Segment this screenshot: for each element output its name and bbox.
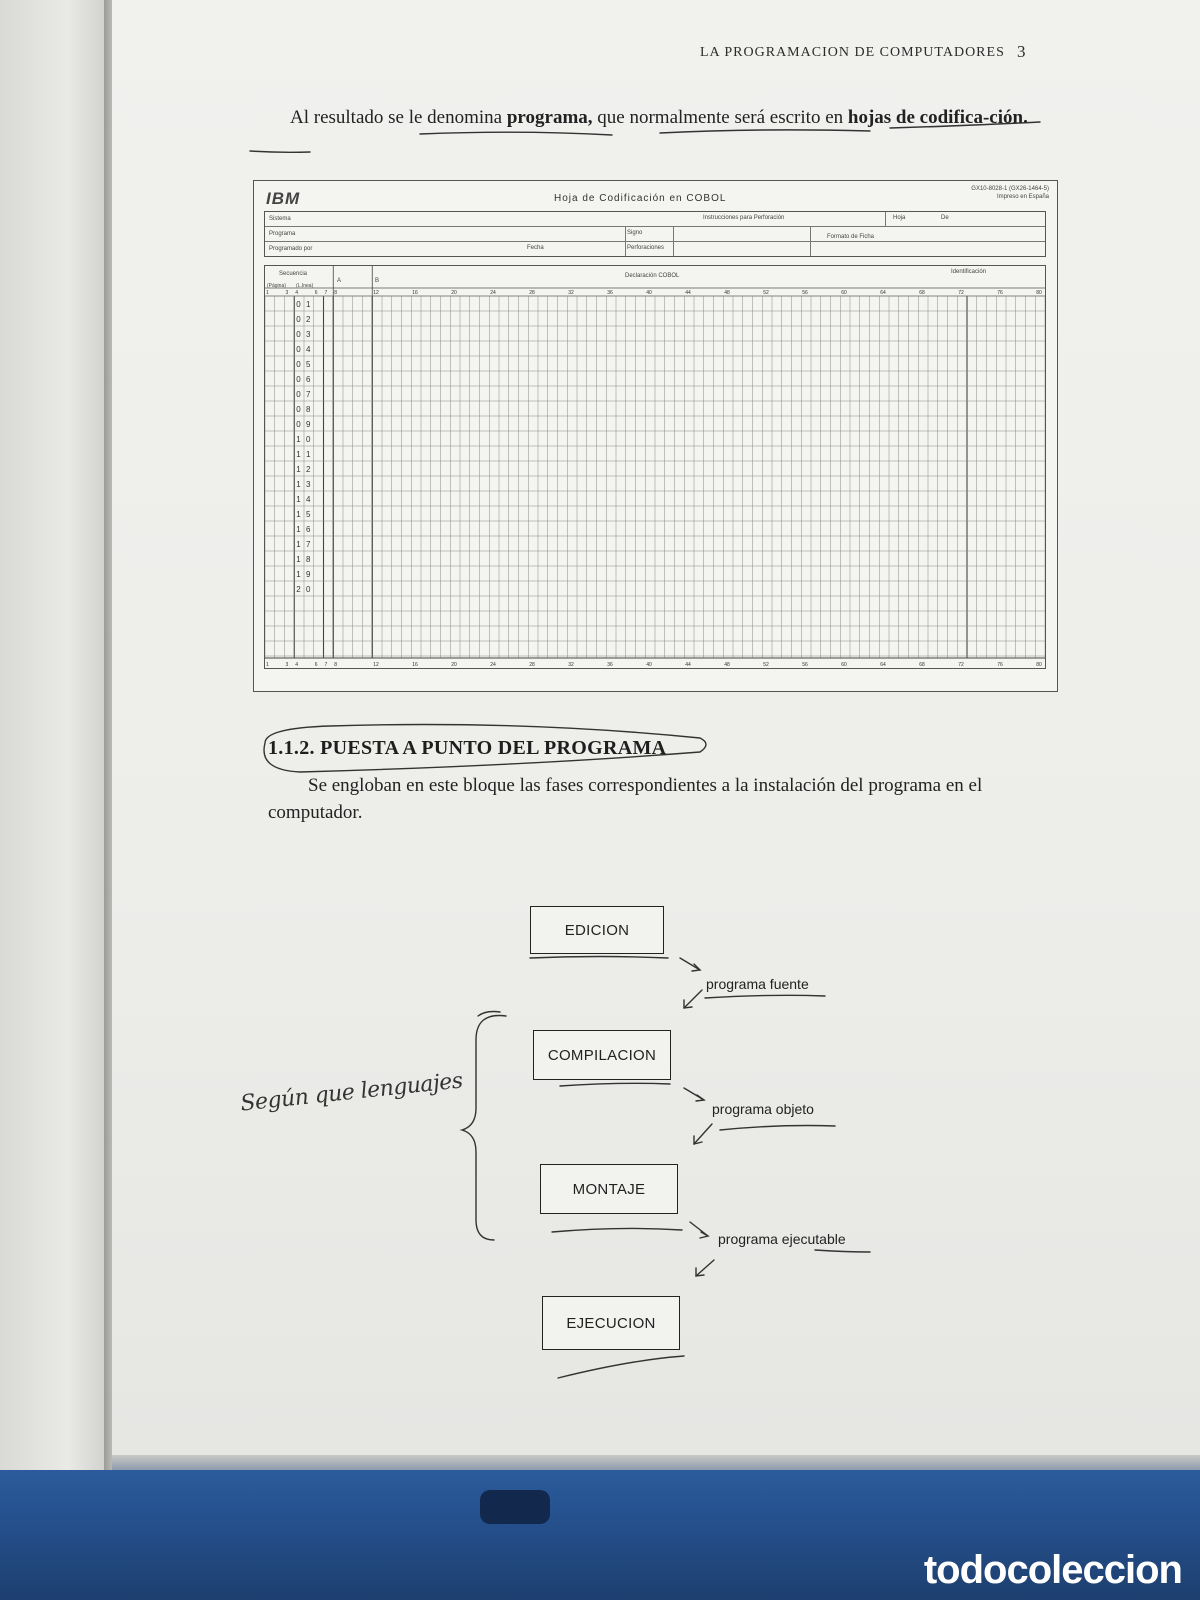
top-tick-label: 16 xyxy=(412,290,418,296)
bottom-tick-label: 3 xyxy=(285,662,289,668)
bottom-tick-label: 4 xyxy=(295,662,299,668)
field-formato: Formato de Ficha xyxy=(827,234,875,240)
bottom-tick-label: 36 xyxy=(607,662,613,668)
row-number-digit: 3 xyxy=(306,330,311,339)
facing-page xyxy=(0,0,112,1495)
section-text: Se engloban en este bloque las fases correspondientes a la instalación del programa en el computador. xyxy=(268,775,983,823)
bottom-tick-label: 48 xyxy=(724,662,730,668)
bottom-tick-label: 7 xyxy=(324,662,328,668)
top-tick-label: 28 xyxy=(529,290,535,296)
bottom-tick-label: 16 xyxy=(412,662,418,668)
surface-handle xyxy=(480,1490,550,1524)
top-tick-label: 4 xyxy=(295,290,299,296)
field-programado-por: Programado por xyxy=(269,246,313,252)
row-number-digit: 0 xyxy=(296,315,301,324)
top-tick-label: 68 xyxy=(919,290,925,296)
row-number-digit: 1 xyxy=(296,525,301,534)
row-number-digit: 4 xyxy=(306,345,311,354)
form-code-line-1: GX10-8028-1 (GX26-1464-5) xyxy=(971,186,1049,192)
handwritten-note: Según que lenguajes xyxy=(239,1068,464,1117)
row-number-digit: 5 xyxy=(306,510,311,519)
row-number-digit: 0 xyxy=(306,585,311,594)
bottom-tick-label: 76 xyxy=(997,662,1003,668)
top-tick-label: 24 xyxy=(490,290,496,296)
row-number-digit: 9 xyxy=(306,570,311,579)
bottom-tick-label: 44 xyxy=(685,662,691,668)
cobol-coding-sheet xyxy=(253,180,1058,692)
form-code xyxy=(971,185,1049,201)
bottom-tick-label: 24 xyxy=(490,662,496,668)
top-tick-label: 6 xyxy=(314,290,318,296)
row-number-digit: 0 xyxy=(296,330,301,339)
col-a: A xyxy=(337,278,342,284)
sheet-title: Hoja de Codificación en COBOL xyxy=(554,193,727,204)
row-number-digit: 9 xyxy=(306,420,311,429)
row-number-digit: 1 xyxy=(296,450,301,459)
flow-box-edicion: EDICION xyxy=(530,906,664,954)
intro-bold-1: programa, xyxy=(506,107,593,128)
bottom-tick-label: 1 xyxy=(266,662,269,668)
row-number-digit: 6 xyxy=(306,525,311,534)
row-number-digit: 1 xyxy=(296,495,301,504)
header-divider xyxy=(885,212,886,226)
header-divider xyxy=(810,226,811,256)
top-tick-label: 36 xyxy=(607,290,613,296)
intro-text-1: Al resultado se le denomina xyxy=(290,107,507,128)
row-number-digit: 2 xyxy=(306,315,311,324)
row-number-digit: 1 xyxy=(306,450,311,459)
row-number-digit: 2 xyxy=(296,585,301,594)
row-number-digit: 4 xyxy=(306,495,311,504)
col-serie: (L.Inea) xyxy=(296,283,314,289)
running-head: LA PROGRAMACION DE COMPUTADORES xyxy=(700,45,1005,60)
row-number-digit: 0 xyxy=(296,345,301,354)
bottom-tick-label: 40 xyxy=(646,662,652,668)
field-hoja: Hoja xyxy=(893,215,906,221)
intro-bold-2: hojas de codifica-ción. xyxy=(847,107,1028,128)
flow-box-ejecucion: EJECUCION xyxy=(542,1296,680,1350)
top-tick-label: 40 xyxy=(646,290,652,296)
header-rule xyxy=(265,226,1045,227)
row-number-digit: 1 xyxy=(306,300,311,309)
top-tick-label: 64 xyxy=(880,290,886,296)
grid-lines xyxy=(265,266,1045,668)
flow-label-programa-ejecutable: programa ejecutable xyxy=(718,1231,846,1247)
row-number-digit: 7 xyxy=(306,540,311,549)
row-number-digit: 0 xyxy=(296,420,301,429)
top-tick-label: 12 xyxy=(373,290,379,296)
row-number-digit: 0 xyxy=(296,405,301,414)
coding-grid xyxy=(264,265,1046,669)
col-b: B xyxy=(375,278,380,284)
ibm-logo: IBM xyxy=(266,189,301,208)
col-identificacion: Identificación xyxy=(951,269,987,275)
bottom-tick-label: 28 xyxy=(529,662,535,668)
top-tick-label: 8 xyxy=(334,290,338,296)
row-number-digit: 1 xyxy=(296,555,301,564)
watermark-logo: todocoleccion xyxy=(923,1548,1182,1592)
top-tick-label: 32 xyxy=(568,290,574,296)
top-tick-label: 72 xyxy=(958,290,964,296)
field-instrucciones: Instrucciones para Perforación xyxy=(703,215,785,221)
bottom-tick-label: 20 xyxy=(451,662,457,668)
col-secuencia: Secuencia xyxy=(279,271,308,277)
header-divider xyxy=(673,226,674,256)
page-number: 3 xyxy=(1017,42,1026,61)
col-declaracion: Declaración COBOL xyxy=(625,273,680,279)
header-divider xyxy=(625,226,626,256)
bottom-tick-label: 72 xyxy=(958,662,964,668)
row-number-digit: 0 xyxy=(296,360,301,369)
field-programa: Programa xyxy=(269,231,296,237)
intro-paragraph xyxy=(250,105,1040,131)
top-tick-label: 7 xyxy=(324,290,328,296)
top-tick-label: 56 xyxy=(802,290,808,296)
sheet-header-fields xyxy=(264,211,1046,257)
field-fecha: Fecha xyxy=(527,245,544,251)
row-number-digit: 7 xyxy=(306,390,311,399)
top-tick-label: 20 xyxy=(451,290,457,296)
header-rule xyxy=(265,241,1045,242)
section-heading: 1.1.2. PUESTA A PUNTO DEL PROGRAMA xyxy=(268,737,667,759)
flow-label-programa-objeto: programa objeto xyxy=(712,1101,814,1117)
col-pagina: (Página) xyxy=(267,283,286,289)
flow-box-montaje: MONTAJE xyxy=(540,1164,678,1214)
row-number-digit: 3 xyxy=(306,480,311,489)
row-number-digit: 1 xyxy=(296,570,301,579)
row-number-digit: 1 xyxy=(296,465,301,474)
top-tick-label: 60 xyxy=(841,290,847,296)
top-tick-label: 52 xyxy=(763,290,769,296)
row-number-digit: 8 xyxy=(306,555,311,564)
flow-label-programa-fuente: programa fuente xyxy=(706,976,809,992)
bottom-tick-label: 12 xyxy=(373,662,379,668)
bottom-tick-label: 64 xyxy=(880,662,886,668)
top-tick-label: 3 xyxy=(285,290,289,296)
row-number-digit: 5 xyxy=(306,360,311,369)
field-perforaciones: Perforaciones xyxy=(627,245,665,251)
bottom-tick-label: 80 xyxy=(1036,662,1042,668)
top-tick-label: 76 xyxy=(997,290,1003,296)
row-number-digit: 1 xyxy=(296,540,301,549)
section-paragraph xyxy=(268,772,1048,826)
row-number-digit: 1 xyxy=(296,480,301,489)
bottom-tick-label: 56 xyxy=(802,662,808,668)
form-code-line-2: Impreso en España xyxy=(996,194,1049,200)
bottom-tick-label: 6 xyxy=(314,662,318,668)
row-number-digit: 0 xyxy=(296,300,301,309)
field-signo: Signo xyxy=(627,230,643,236)
bottom-tick-label: 8 xyxy=(334,662,338,668)
top-tick-label: 44 xyxy=(685,290,691,296)
bottom-tick-label: 32 xyxy=(568,662,574,668)
top-tick-label: 48 xyxy=(724,290,730,296)
row-number-digit: 1 xyxy=(296,510,301,519)
row-number-digit: 0 xyxy=(296,375,301,384)
row-number-digit: 0 xyxy=(306,435,311,444)
row-number-digit: 1 xyxy=(296,435,301,444)
intro-text-2: que normalmente será escrito en xyxy=(592,107,848,128)
field-sistema: Sistema xyxy=(269,216,291,222)
flow-box-compilacion: COMPILACION xyxy=(533,1030,671,1080)
row-number-digit: 6 xyxy=(306,375,311,384)
top-tick-label: 1 xyxy=(266,290,269,296)
bottom-tick-label: 52 xyxy=(763,662,769,668)
top-tick-label: 80 xyxy=(1036,290,1042,296)
row-number-digit: 8 xyxy=(306,405,311,414)
bottom-tick-label: 68 xyxy=(919,662,925,668)
row-number-digit: 0 xyxy=(296,390,301,399)
row-number-digit: 2 xyxy=(306,465,311,474)
field-de: De xyxy=(941,215,949,221)
bottom-tick-label: 60 xyxy=(841,662,847,668)
